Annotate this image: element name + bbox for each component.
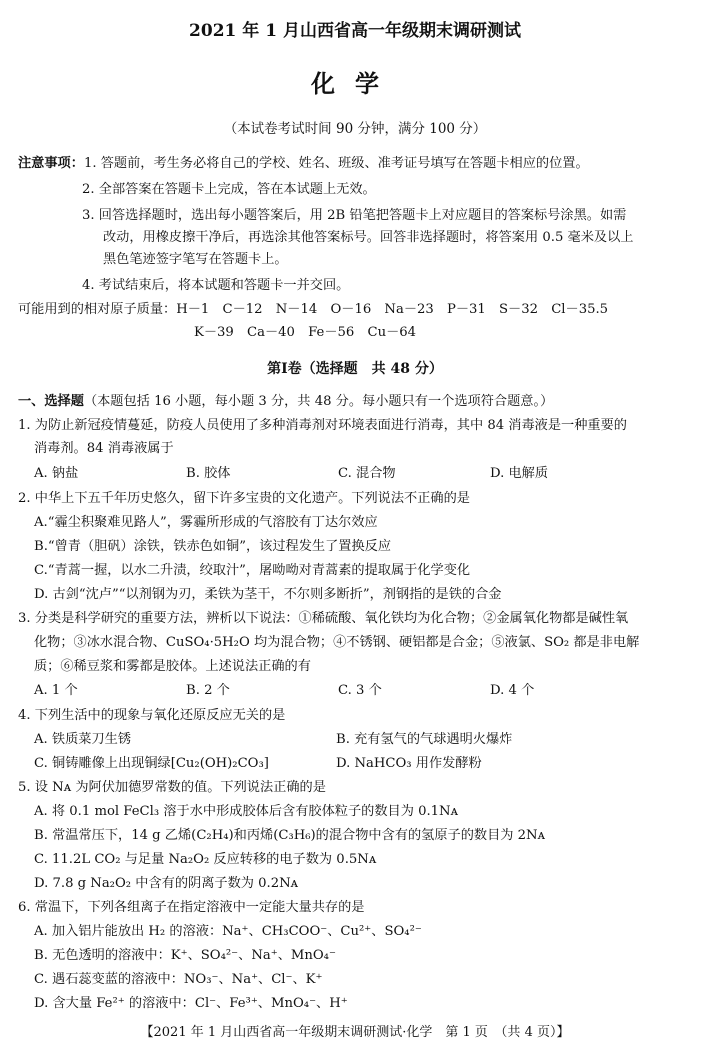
notes-item-1: 注意事项：1. 答题前，考生务必将自己的学校、姓名、班级、准考证号填写在答题卡相应的位置。 bbox=[18, 156, 589, 171]
q3-option-b: B. 2 个 bbox=[186, 683, 230, 698]
q2-option-c: C.“青蒿一握，以水二升渍，绞取汁”，屠呦呦对青蒿素的提取属于化学变化 bbox=[34, 563, 471, 578]
q2-option-b: B.“曾青（胆矾）涂铁，铁赤色如铜”，该过程发生了置换反应 bbox=[34, 539, 392, 554]
notes-label: 注意事项： bbox=[18, 156, 84, 171]
q4-option-a: A. 铁质菜刀生锈 bbox=[34, 732, 132, 747]
atomic-masses-line1: 可能用到的相对原子质量：H－1 C－12 N－14 O－16 Na－23 P－31 S－32 Cl－35.5 bbox=[18, 302, 609, 317]
q5-stem: 5. 设 Nᴀ 为阿伏加德罗常数的值。下列说法正确的是 bbox=[18, 780, 326, 795]
q5-option-b: B. 常温常压下，14 g 乙烯(C₂H₄)和丙烯(C₃H₆)的混合物中含有的氢原子的数目为 2Nᴀ bbox=[34, 828, 546, 843]
q6-option-a: A. 加入铝片能放出 H₂ 的溶液：Na⁺、CH₃COO⁻、Cu²⁺、SO₄²⁻ bbox=[34, 924, 422, 939]
time-info: （本试卷考试时间 90 分钟，满分 100 分） bbox=[223, 121, 487, 137]
notes-item-3: 3. 回答选择题时，选出每小题答案后，用 2B 铅笔把答题卡上对应题目的答案标号涂黑。如需 bbox=[82, 208, 627, 223]
q6-option-b: B. 无色透明的溶液中：K⁺、SO₄²⁻、Na⁺、MnO₄⁻ bbox=[34, 948, 336, 963]
atomic-masses-line2: K－39 Ca－40 Fe－56 Cu－64 bbox=[194, 325, 417, 340]
q6-option-d: D. 含大量 Fe²⁺ 的溶液中：Cl⁻、Fe³⁺、MnO₄⁻、H⁺ bbox=[34, 996, 348, 1011]
q6-stem: 6. 常温下，下列各组离子在指定溶液中一定能大量共存的是 bbox=[18, 900, 365, 915]
q3-stem-3: 质；⑥稀豆浆和雾都是胶体。上述说法正确的有 bbox=[34, 659, 311, 674]
q4-option-b: B. 充有氢气的气球遇明火爆炸 bbox=[336, 732, 513, 747]
q3-options bbox=[34, 679, 642, 698]
q1-stem-1: 1. 为防止新冠疫情蔓延，防疫人员使用了多种消毒剂对环境表面进行消毒，其中 84 消毒液是一种重要的 bbox=[18, 418, 627, 433]
q4-option-c: C. 铜铸雕像上出现铜绿[Cu₂(OH)₂CO₃] bbox=[34, 756, 269, 771]
section-title: 第Ⅰ卷（选择题 共 48 分） bbox=[267, 361, 443, 377]
q1-stem-2: 消毒剂。84 消毒液属于 bbox=[34, 441, 174, 456]
q4-stem: 4. 下列生活中的现象与氧化还原反应无关的是 bbox=[18, 708, 286, 723]
q3-stem-2: 化物；③冰水混合物、CuSO₄·5H₂O 均为混合物；④不锈钢、硬铝都是合金；⑤液氯、SO₂ 都是非电解 bbox=[34, 635, 640, 650]
q1-option-a: A. 钠盐 bbox=[34, 466, 79, 481]
subject-title: 化学 bbox=[311, 69, 399, 98]
notes-item-2: 2. 全部答案在答题卡上完成，答在本试题上无效。 bbox=[82, 182, 376, 197]
q2-option-d: D. 古剑“沈卢”“以剂钢为刃，柔铁为茎干，不尔则多断折”，剂钢指的是铁的合金 bbox=[34, 587, 502, 602]
q3-option-a: A. 1 个 bbox=[34, 683, 78, 698]
q2-stem: 2. 中华上下五千年历史悠久，留下许多宝贵的文化遗产。下列说法不正确的是 bbox=[18, 491, 470, 506]
q1-option-b: B. 胶体 bbox=[186, 466, 231, 481]
notes-item-4: 4. 考试结束后，将本试题和答题卡一并交回。 bbox=[82, 278, 350, 293]
page-footer: 【2021 年 1 月山西省高一年级期末调研测试·化学 第 1 页 （共 4 页）】 bbox=[140, 1025, 570, 1040]
q4-option-d: D. NaHCO₃ 用作发酵粉 bbox=[336, 756, 482, 771]
q5-option-c: C. 11.2L CO₂ 与足量 Na₂O₂ 反应转移的电子数为 0.5Nᴀ bbox=[34, 852, 377, 867]
q5-option-d: D. 7.8 g Na₂O₂ 中含有的阴离子数为 0.2Nᴀ bbox=[34, 876, 299, 891]
q6-option-c: C. 遇石蕊变蓝的溶液中：NO₃⁻、Na⁺、Cl⁻、K⁺ bbox=[34, 972, 323, 987]
q4-options-cd bbox=[34, 752, 638, 771]
q3-option-d: D. 4 个 bbox=[490, 683, 535, 698]
q3-option-c: C. 3 个 bbox=[338, 683, 382, 698]
q2-option-a: A.“霾尘积聚难见路人”，雾霾所形成的气溶胶有丁达尔效应 bbox=[34, 515, 378, 530]
q5-option-a: A. 将 0.1 mol FeCl₃ 溶于水中形成胶体后含有胶体粒子的数目为 0.1Nᴀ bbox=[34, 804, 459, 819]
section-heading: 一、选择题（本题包括 16 小题，每小题 3 分，共 48 分。每小题只有一个选项符合题意。） bbox=[18, 394, 554, 409]
notes-item-3-cont1: 改动，用橡皮擦干净后，再选涂其他答案标号。回答非选择题时，将答案用 0.5 毫米及以上 bbox=[103, 230, 634, 245]
exam-title: 2021 年 1 月山西省高一年级期末调研测试 bbox=[189, 21, 521, 41]
q3-stem-1: 3. 分类是科学研究的重要方法，辨析以下说法：①稀硫酸、氧化铁均为化合物；②金属氧化物都是碱性氧 bbox=[18, 611, 629, 626]
q1-option-d: D. 电解质 bbox=[490, 466, 549, 481]
q4-options-ab bbox=[34, 728, 638, 747]
q1-option-c: C. 混合物 bbox=[338, 466, 396, 481]
q1-options bbox=[34, 462, 642, 481]
notes-item-3-cont2: 黑色笔迹签字笔写在答题卡上。 bbox=[103, 252, 288, 267]
